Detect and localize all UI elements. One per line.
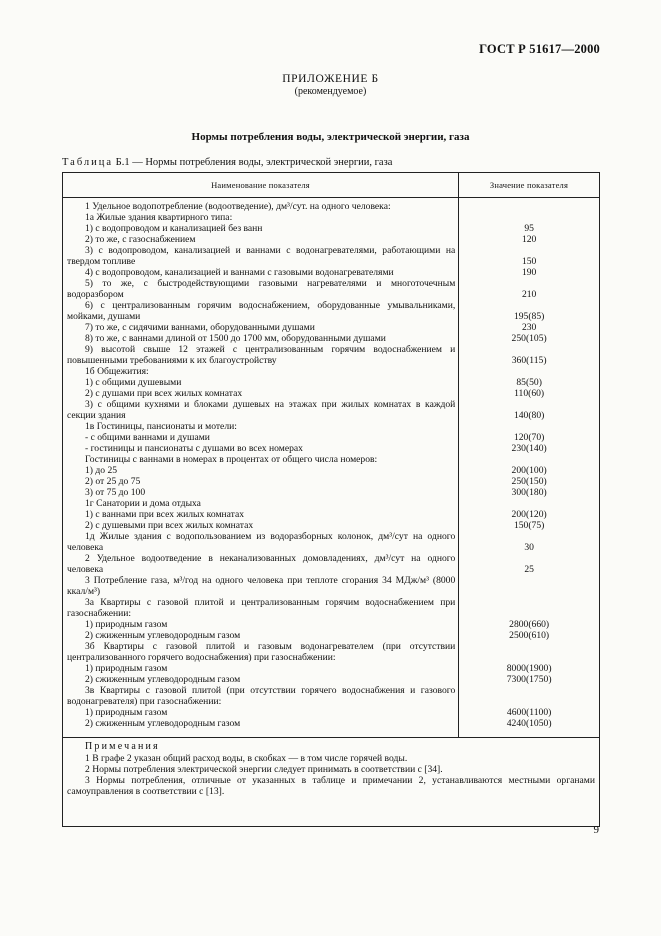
row-value: 230 <box>521 322 537 333</box>
table-row <box>63 498 599 509</box>
row-value: 150 <box>521 256 537 267</box>
table-row <box>63 300 599 322</box>
row-name: 1б Общежития: <box>85 366 149 377</box>
row-name: 1) природным газом <box>85 707 168 718</box>
table-row <box>63 619 599 630</box>
document-code: ГОСТ Р 51617—2000 <box>479 42 600 56</box>
row-value: 230(140) <box>511 443 547 454</box>
table-row <box>63 333 599 344</box>
table-caption <box>62 157 392 168</box>
row-name: 1г Санатории и дома отдыха <box>85 498 201 509</box>
row-value: 200(100) <box>511 465 547 476</box>
table-row <box>63 685 599 707</box>
row-value: 190 <box>521 267 537 278</box>
table-row <box>63 267 599 278</box>
row-name: Гостиницы с ваннами в номерах в процентах от общего числа номеров: <box>85 454 378 465</box>
appendix-subtitle: (рекомендуемое) <box>294 86 367 97</box>
note-item: 1 В графе 2 указан общий расход воды, в скобках — в том числе горячей воды. <box>85 752 408 764</box>
row-name: 1) до 25 <box>85 465 118 476</box>
table-row <box>63 630 599 641</box>
row-name: 1) природным газом <box>85 663 168 674</box>
row-name: 7) то же, с сидячими ваннами, оборудованными душами <box>85 322 315 333</box>
table-row <box>63 718 599 729</box>
row-value: 110(60) <box>514 388 545 399</box>
row-name: 3 Потребление газа, м³/год на одного человека при теплоте сгорания 34 МДж/м³ (8000 ккал/м³) <box>67 575 456 597</box>
row-value: 95 <box>524 223 534 234</box>
header-divider <box>63 197 599 198</box>
row-value: 250(105) <box>511 333 547 344</box>
row-name: 1а Жилые здания квартирного типа: <box>85 212 233 223</box>
table-row <box>63 553 599 575</box>
table-row <box>63 674 599 685</box>
row-name: 2 Удельное водоотведение в неканализованных домовладениях, дм³/сут на одного человека <box>67 553 456 575</box>
row-name: - гостиницы и пансионаты с душами во всех номерах <box>85 443 303 454</box>
table-row <box>63 223 599 234</box>
table-row <box>63 344 599 366</box>
table-row <box>63 432 599 443</box>
table-row <box>63 278 599 300</box>
row-name: 1) с общими душевыми <box>85 377 182 388</box>
row-name: 8) то же, с ваннами длиной от 1500 до 1700 мм, оборудованными душами <box>85 333 386 344</box>
row-name: 2) с душевыми при всех жилых комнатах <box>85 520 254 531</box>
column-header-name: Наименование показателя <box>211 180 310 190</box>
row-value: 25 <box>524 564 534 575</box>
row-name: 1 Удельное водопотребление (водоотведение), дм³/сут. на одного человека: <box>85 201 391 212</box>
note-item: 2 Нормы потребления электрической энергии следует принимать в соответствии с [34]. <box>85 763 443 775</box>
table-row <box>63 201 599 212</box>
table-row <box>63 399 599 421</box>
row-name: 2) сжиженным углеводородным газом <box>85 674 241 685</box>
table-row <box>63 454 599 465</box>
table-row <box>63 366 599 377</box>
row-name: - с общими ваннами и душами <box>85 432 210 443</box>
row-value: 4600(1100) <box>506 707 552 718</box>
row-name: 2) от 25 до 75 <box>85 476 141 487</box>
page-number: 9 <box>593 824 599 836</box>
table-row <box>63 641 599 663</box>
note-item: 3 Нормы потребления, отличные от указанных в таблице и примечании 2, устанавливаются местными органами самоуправления в соответствии с [13]. <box>67 774 595 797</box>
table-row <box>63 520 599 531</box>
table-notes <box>67 741 595 797</box>
row-value: 195(85) <box>513 311 545 322</box>
row-value: 200(120) <box>511 509 547 520</box>
appendix-title: ПРИЛОЖЕНИЕ Б <box>282 73 379 85</box>
table-row <box>63 575 599 597</box>
row-name: 3) с общими кухнями и блоками душевых на этажах при жилых комнатах в каждой секции здания <box>67 399 456 421</box>
section-title: Нормы потребления воды, электрической энергии, газа <box>191 131 470 143</box>
table-row <box>63 234 599 245</box>
table-row <box>63 597 599 619</box>
table-row <box>63 509 599 520</box>
notes-title: Примечания <box>85 741 160 752</box>
table-row <box>63 476 599 487</box>
row-value: 8000(1900) <box>506 663 552 674</box>
row-value: 300(180) <box>511 487 547 498</box>
table-caption-prefix: Таблица <box>62 157 114 168</box>
row-name: 4) с водопроводом, канализацией и ваннами с газовыми водонагревателями <box>85 267 394 278</box>
row-value: 250(150) <box>511 476 547 487</box>
row-name: 3в Квартиры с газовой плитой (при отсутствии горячего водоснабжения и газового водонагревателя) при газоснабжении: <box>67 685 456 707</box>
row-name: 3) с водопроводом, канализацией и ваннами с водонагревателями, работающими на твердом топливе <box>67 245 456 267</box>
table-row <box>63 465 599 476</box>
row-name: 3) от 75 до 100 <box>85 487 146 498</box>
row-name: 1) с ваннами при всех жилых комнатах <box>85 509 245 520</box>
table-row <box>63 212 599 223</box>
row-value: 7300(1750) <box>506 674 552 685</box>
table-caption-text: Б.1 — Нормы потребления воды, электрической энергии, газа <box>113 157 393 168</box>
row-value: 150(75) <box>513 520 545 531</box>
column-header-value: Значение показателя <box>489 180 569 190</box>
row-value: 30 <box>524 542 534 553</box>
row-name: 2) с душами при всех жилых комнатах <box>85 388 243 399</box>
row-value: 140(80) <box>513 410 545 421</box>
row-name: 3а Квартиры с газовой плитой и централизованным горячим водоснабжением при газоснабжении: <box>67 597 456 619</box>
table-row <box>63 377 599 388</box>
row-value: 2800(660) <box>509 619 550 630</box>
row-name: 9) высотой свыше 12 этажей с централизованным горячим водоснабжением и повышенными требованиями к их благоустройству <box>67 344 456 366</box>
row-value: 120 <box>521 234 537 245</box>
table-row <box>63 707 599 718</box>
table-row <box>63 663 599 674</box>
row-name: 2) сжиженным углеводородным газом <box>85 718 241 729</box>
row-name: 3б Квартиры с газовой плитой и газовым водонагревателем (при отсутствии централизованного горячего водоснабжения) при газоснабжении: <box>67 641 456 663</box>
notes-divider <box>63 737 599 738</box>
table-row <box>63 421 599 432</box>
row-name: 6) с централизованным горячим водоснабжением, оборудованные умывальниками, мойками, душами <box>67 300 456 322</box>
row-value: 85(50) <box>516 377 542 388</box>
row-name: 5) то же, с быстродействующими газовыми нагревателями и многоточечным водоразбором <box>67 278 456 300</box>
table-row <box>63 443 599 454</box>
row-name: 1) природным газом <box>85 619 168 630</box>
table-row <box>63 388 599 399</box>
row-name: 1в Гостиницы, пансионаты и мотели: <box>85 421 237 432</box>
row-value: 4240(1050) <box>506 718 552 729</box>
row-value: 360(115) <box>511 355 547 366</box>
table-body <box>63 201 599 729</box>
table-row <box>63 531 599 553</box>
row-name: 2) сжиженным углеводородным газом <box>85 630 241 641</box>
row-name: 1д Жилые здания с водопользованием из водоразборных колонок, дм³/сут на одного человека <box>67 531 456 553</box>
norms-table <box>62 172 600 827</box>
row-value: 120(70) <box>513 432 545 443</box>
table-row <box>63 245 599 267</box>
row-value: 210 <box>521 289 537 300</box>
row-name: 2) то же, с газоснабжением <box>85 234 196 245</box>
row-value: 2500(610) <box>509 630 550 641</box>
table-row <box>63 322 599 333</box>
table-row <box>63 487 599 498</box>
row-name: 1) с водопроводом и канализацией без ванн <box>85 223 263 234</box>
